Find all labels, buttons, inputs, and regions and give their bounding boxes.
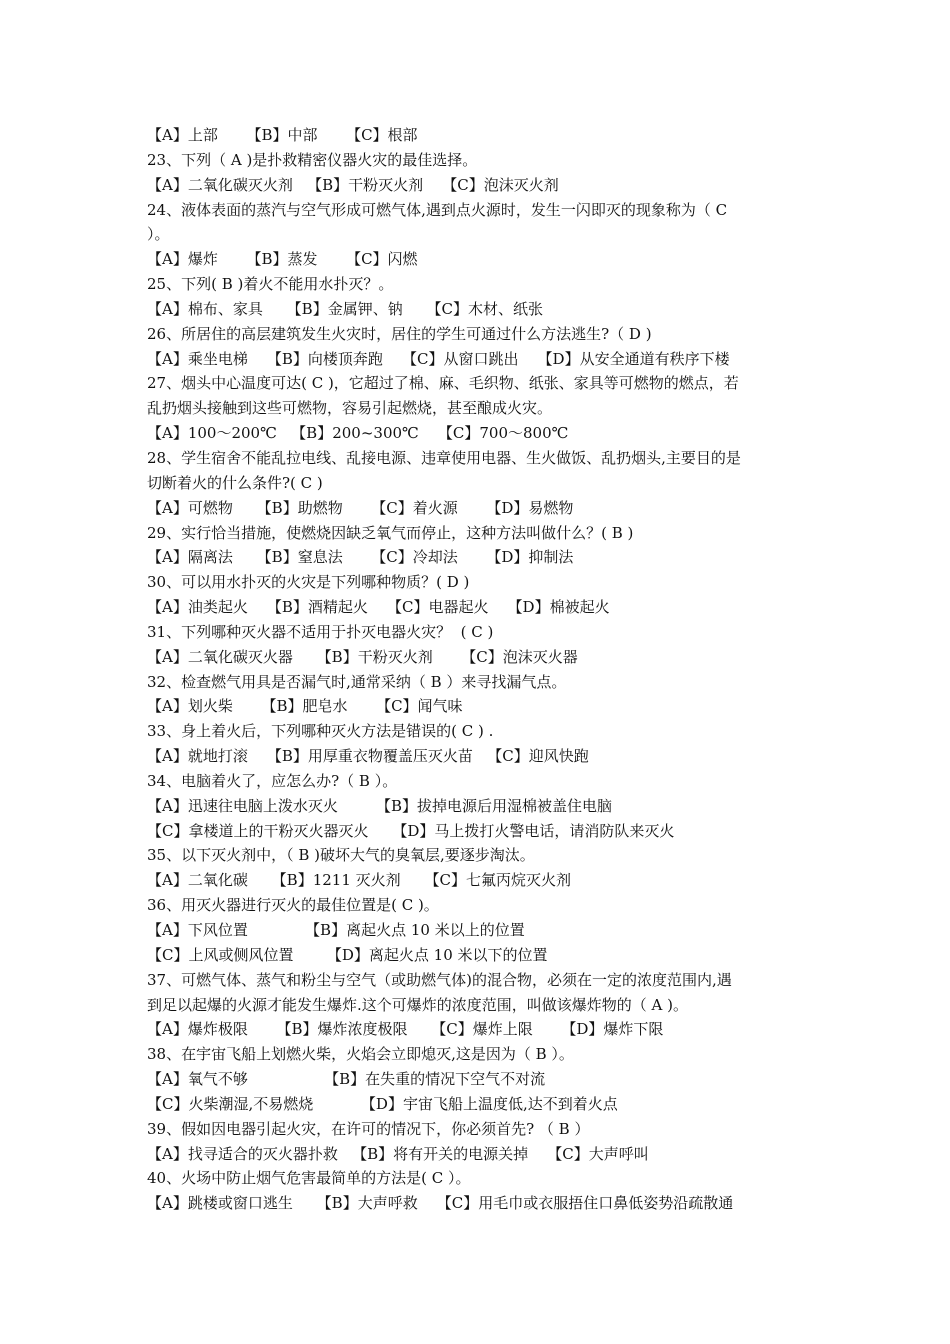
question-line: 乱扔烟头接触到这些可燃物，容易引起燃烧，甚至酿成火灾。 xyxy=(147,399,553,418)
answer-options-line: 【A】隔离法 【B】窒息法 【C】冷却法 【D】抑制法 xyxy=(147,548,574,567)
question-line: 36、用灭火器进行灭火的最佳位置是( C )。 xyxy=(147,896,439,915)
answer-options-line: 【A】二氧化碳灭火器 【B】干粉灭火剂 【C】泡沫灭火器 xyxy=(147,647,578,666)
answer-options-line: 【C】拿楼道上的干粉灭火器灭火 【D】马上拨打火警电话，请消防队来灭火 xyxy=(147,821,675,840)
question-line: 27、烟头中心温度可达( C )，它超过了棉、麻、毛织物、纸张、家具等可燃物的燃点，若 xyxy=(147,374,739,393)
question-line: 29、实行恰当措施，使燃烧因缺乏氧气而停止，这种方法叫做什么？( B ) xyxy=(147,523,634,542)
answer-options-line: 【A】乘坐电梯 【B】向楼顶奔跑 【C】从窗口跳出 【D】从安全通道有秩序下楼 xyxy=(147,349,730,368)
answer-options-line: 【A】跳楼或窗口逃生 【B】大声呼救 【C】用毛巾或衣服捂住口鼻低姿势沿疏散通 xyxy=(147,1194,734,1213)
answer-options-line: 【A】爆炸极限 【B】爆炸浓度极限 【C】爆炸上限 【D】爆炸下限 xyxy=(147,1020,664,1039)
answer-options-line: 【A】氧气不够 【B】在失重的情况下空气不对流 xyxy=(147,1070,546,1089)
question-line: ）。 xyxy=(147,225,170,244)
answer-options-line: 【A】100～200℃ 【B】200~300℃ 【C】700～800℃ xyxy=(147,424,569,443)
document-body xyxy=(147,123,812,1216)
question-line: 35、以下灭火剂中，（ B )破坏大气的臭氧层,要逐步淘汰。 xyxy=(147,846,535,865)
question-line: 26、所居住的高层建筑发生火灾时，居住的学生可通过什么方法逃生?（ D ) xyxy=(147,324,652,343)
question-line: 30、可以用水扑灭的火灾是下列哪种物质？( D ) xyxy=(147,573,470,592)
answer-options-line: 【A】就地打滚 【B】用厚重衣物覆盖压灭火苗 【C】迎风快跑 xyxy=(147,747,589,766)
answer-options-line: 【A】划火柴 【B】肥皂水 【C】闻气味 xyxy=(147,697,463,716)
question-line: 33、身上着火后，下列哪种灭火方法是错误的( C ) . xyxy=(147,722,494,741)
question-line: 24、液体表面的蒸汽与空气形成可燃气体,遇到点火源时，发生一闪即灭的现象称为（ C xyxy=(147,200,728,219)
answer-options-line: 【A】棉布、家具 【B】金属钾、钠 【C】木材、纸张 xyxy=(147,299,544,318)
question-line: 切断着火的什么条件?( C ) xyxy=(147,473,323,492)
question-line: 34、电脑着火了，应怎么办?（ B ）。 xyxy=(147,771,398,790)
answer-options-line: 【C】火柴潮湿,不易燃烧 【D】宇宙飞船上温度低,达不到着火点 xyxy=(147,1094,618,1113)
answer-options-line: 【A】找寻适合的灭火器扑救 【B】将有开关的电源关掉 【C】大声呼叫 xyxy=(147,1144,649,1163)
answer-options-line: 【A】上部 【B】中部 【C】根部 xyxy=(147,126,418,144)
question-line: 到足以起爆的火源才能发生爆炸.这个可爆炸的浓度范围，叫做该爆炸物的（ A )。 xyxy=(147,995,688,1014)
question-line: 40、火场中防止烟气危害最简单的方法是( C ）。 xyxy=(147,1169,471,1188)
question-line: 39、假如因电器引起火灾，在许可的情况下，你必须首先? （ B ） xyxy=(147,1119,590,1138)
answer-options-line: 【C】上风或侧风位置 【D】离起火点 10 米以下的位置 xyxy=(147,945,548,964)
question-line: 25、下列( B )着火不能用水扑灭？。 xyxy=(147,275,394,294)
question-line: 32、检查燃气用具是否漏气时,通常采纳（ B ）来寻找漏气点。 xyxy=(147,672,567,691)
answer-options-line: 【A】可燃物 【B】助燃物 【C】着火源 【D】易燃物 xyxy=(147,498,574,517)
answer-options-line: 【A】油类起火 【B】酒精起火 【C】电器起火 【D】棉被起火 xyxy=(147,598,610,617)
answer-options-line: 【A】下风位置 【B】离起火点 10 米以上的位置 xyxy=(147,921,525,939)
answer-options-line: 【A】迅速往电脑上泼水灭火 【B】拔掉电源后用湿棉被盖住电脑 xyxy=(147,796,613,815)
question-line: 23、下列（ A )是扑救精密仪器火灾的最佳选择。 xyxy=(147,150,478,169)
answer-options-line: 【A】二氧化碳灭火剂 【B】干粉灭火剂 【C】泡沫灭火剂 xyxy=(147,175,559,194)
question-line: 37、可燃气体、蒸气和粉尘与空气（或助燃气体)的混合物，必须在一定的浓度范围内,遇 xyxy=(147,970,732,989)
answer-options-line: 【A】爆炸 【B】蒸发 【C】闪燃 xyxy=(147,250,418,269)
answer-options-line: 【A】二氧化碳 【B】1211 灭火剂 【C】七氟丙烷灭火剂 xyxy=(147,871,571,890)
question-line: 28、学生宿舍不能乱拉电线、乱接电源、违章使用电器、生火做饭、乱扔烟头,主要目的是 xyxy=(147,448,741,467)
question-line: 31、下列哪种灭火器不适用于扑灭电器火灾？ ( C ) xyxy=(147,622,494,641)
question-line: 38、在宇宙飞船上划燃火柴，火焰会立即熄灭,这是因为（ B ）。 xyxy=(147,1045,574,1064)
